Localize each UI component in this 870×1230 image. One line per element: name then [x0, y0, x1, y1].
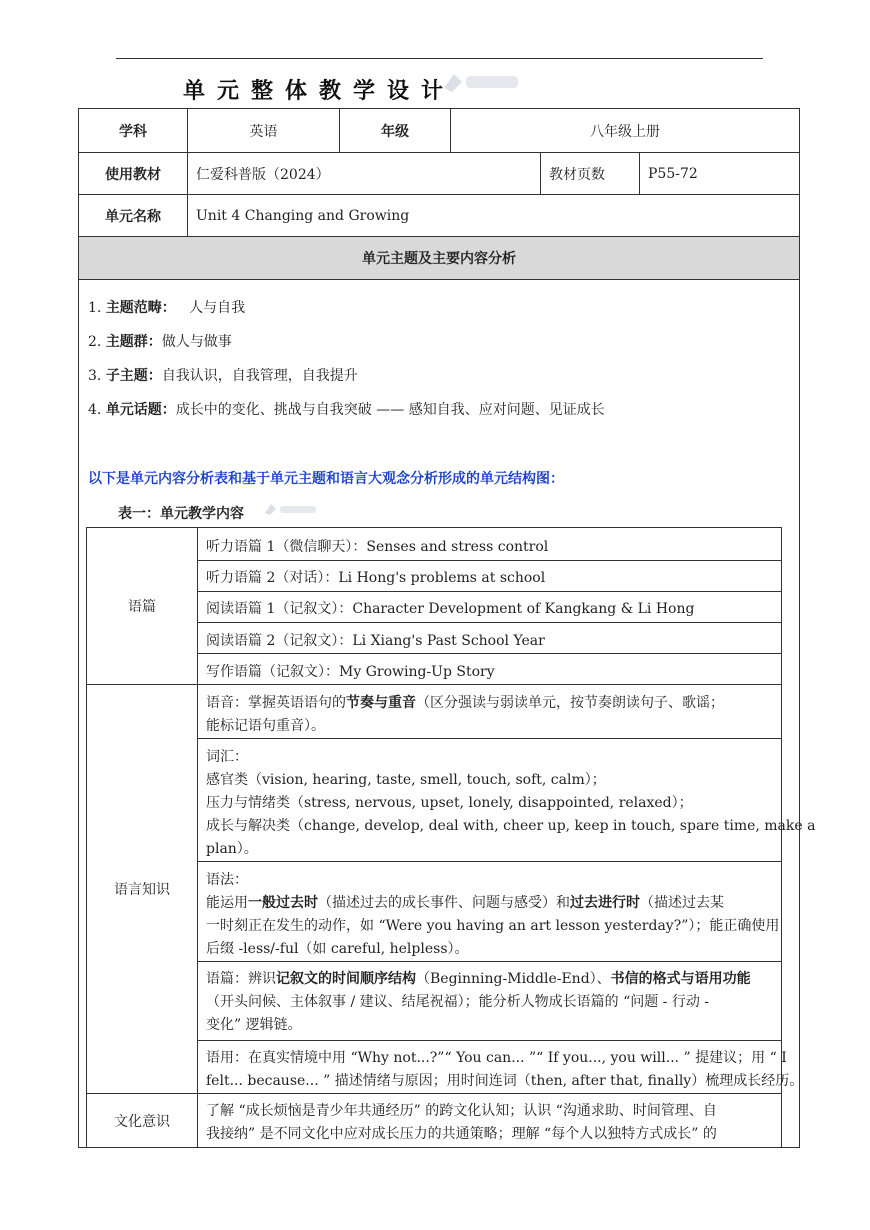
pragmatics-text: 语用：在真实情境中用 “Why not...?”“ You can... ”“ If you..., you will... ” 提建议；用 “ I felt... because... ” 描述情绪与原因；用时间连词（then, after that, finally）梳理成长经历。	[206, 1050, 804, 1089]
grade-label: 年级	[381, 123, 409, 140]
table-caption: 表一：单元教学内容	[118, 506, 244, 522]
analysis-item: 4. 单元话题：成长中的变化、挑战与自我突破 —— 感知自我、应对问题、见证成长	[88, 402, 605, 418]
subject-label: 学科	[119, 123, 147, 140]
textbook-label: 使用教材	[105, 166, 161, 183]
culture-text: 了解 “成长烦恼是青少年共通经历” 的跨文化认知；认识 “沟通求助、时间管理、自 我接纳” 是不同文化中应对成长压力的共通策略；理解 “每个人以独特方式成长” 的	[206, 1103, 717, 1142]
vocabulary-text: 词汇： 感官类（vision, hearing, taste, smell, touch, soft, calm）； 压力与情绪类（stress, nervous, upset, lonely, disappointed, relaxed）； 成长与解决类（change, develop, deal with, cheer up, keep in touch, spare time, make a plan）。	[206, 749, 816, 857]
page-title: 单元整体教学设计	[183, 79, 456, 104]
discourse-text: 语篇：辨识记叙文的时间顺序结构（Beginning-Middle-End）、书信的格式与语用功能 （开头问候、主体叙事 / 建议、结尾祝福）；能分析人物成长语篇的 “问题 - 行动 - 变化” 逻辑链。	[206, 971, 751, 1033]
texts-label: 语篇	[128, 599, 156, 615]
textbook-value: 仁爱科普版（2024）	[196, 166, 330, 183]
text-item: 写作语篇（记叙文）：My Growing-Up Story	[206, 664, 495, 680]
text-item: 阅读语篇 1（记叙文）：Character Development of Kangkang & Li Hong	[206, 601, 695, 617]
pages-label: 教材页数	[549, 166, 605, 183]
grade-value: 八年级上册	[590, 123, 660, 140]
unit-value: Unit 4 Changing and Growing	[196, 207, 410, 224]
language-label: 语言知识	[114, 882, 170, 898]
text-item: 听力语篇 1（微信聊天）：Senses and stress control	[206, 539, 549, 555]
watermark-logo	[440, 70, 522, 94]
structure-intro: 以下是单元内容分析表和基于单元主题和语言大观念分析形成的单元结构图：	[88, 471, 564, 487]
analysis-item: 3. 子主题：自我认识，自我管理，自我提升	[88, 368, 358, 384]
text-item: 阅读语篇 2（记叙文）：Li Xiang's Past School Year	[206, 633, 545, 649]
grammar-text: 语法： 能运用一般过去时（描述过去的成长事件、问题与感受）和过去进行时（描述过去某 一时刻正在发生的动作，如 “Were you having an art lesson yesterday?”）；能正确使用 后缀 -less/-ful（如 careful, helpless）。	[206, 872, 780, 957]
analysis-header: 单元主题及主要内容分析	[79, 237, 799, 279]
culture-label: 文化意识	[114, 1113, 170, 1130]
text-item: 听力语篇 2（对话）：Li Hong's problems at school	[206, 570, 546, 586]
header-rule	[116, 58, 763, 59]
pronunciation-text: 语音：掌握英语语句的节奏与重音（区分强读与弱读单元，按节奏朗读句子、歌谣； 能标记语句重音）。	[206, 695, 724, 734]
subject-value: 英语	[249, 123, 278, 140]
pages-value: P55-72	[648, 165, 698, 182]
unit-label: 单元名称	[105, 208, 161, 225]
analysis-item: 1. 主题范畴： 人与自我	[88, 300, 246, 316]
analysis-item: 2. 主题群：做人与做事	[88, 334, 232, 350]
